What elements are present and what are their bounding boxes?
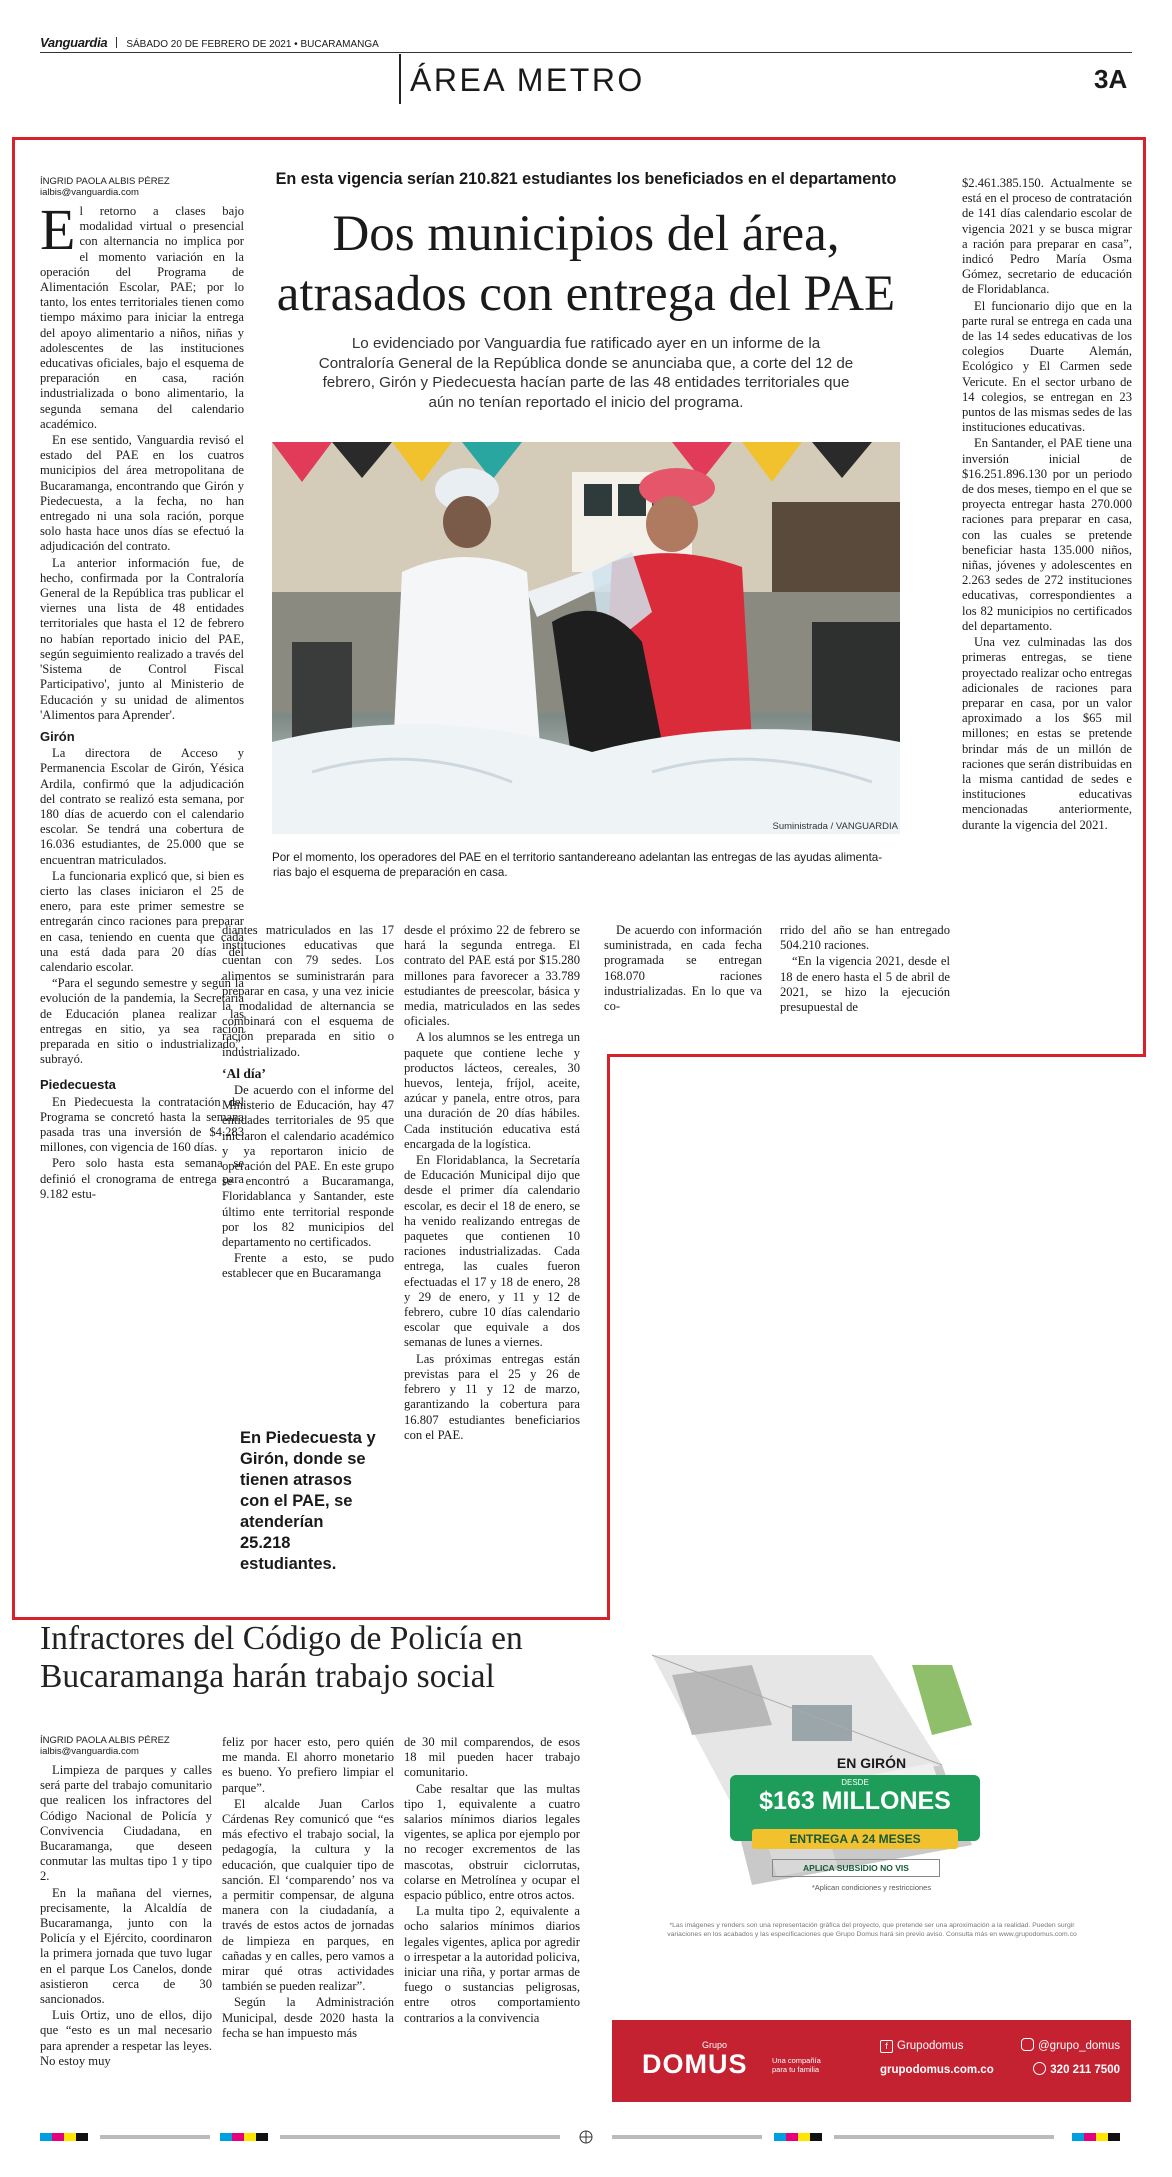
paragraph: La anterior información fue, de hecho, confirmada por la Contraloría General de la República tras publicar el viernes una lista de 48 entidades territoriales que hasta el 12 de febrero no habían reportado inicio del PAE, según seguimiento realizado a través del 'Sistema de Control Fiscal Participativo', junto al Ministerio de Educación y su unidad de alimentos 'Alimentos para Aprender'. xyxy=(40,555,244,722)
paragraph: feliz por hacer esto, pero quién me manda. El ahorro monetario es bueno. Yo prefiero limpiar el parque”. xyxy=(222,1735,394,1795)
paragraph: En la mañana del viernes, precisamente, la Alcaldía de Bucaramanga, junto con la Policía y el Ejército, coordinaron la primera jornada que tuvo lugar en el parque Los Canelos, donde asistieron cerca de 30 sancionados. xyxy=(40,1885,212,2007)
advertisement xyxy=(612,1645,1131,2104)
lead-line: Contraloría General de la República donde se anunciaba que, a corte del 12 de xyxy=(318,354,854,372)
article-column-6 xyxy=(962,176,1132,834)
paragraph: “Para el segundo semestre y según la evolución de la pandemia, la Secretaría de Educación planea realizar las entregas en sitio, ya sea ración preparada en sitio o industrializado”, subrayó. xyxy=(40,976,244,1067)
whatsapp-icon xyxy=(1033,2062,1046,2075)
ad-subsidy-box: APLICA SUBSIDIO NO VIS xyxy=(772,1859,940,1877)
second-headline xyxy=(40,1620,620,1696)
phone-number: 320 211 7500 xyxy=(1033,2058,1120,2082)
lead-line: Lo evidenciado por Vanguardia fue ratificado ayer en un informe de la xyxy=(351,335,821,352)
newspaper-logo: Vanguardia xyxy=(40,35,108,50)
headline-line: Bucaramanga harán trabajo social xyxy=(40,1658,495,1695)
second-column-2 xyxy=(222,1735,394,2042)
header-separator xyxy=(116,37,117,48)
article-column-4 xyxy=(604,923,762,1015)
byline: ÍNGRID PAOLA ALBIS PÉREZ xyxy=(40,176,170,187)
paragraph: En Piedecuesta la contratación del Programa se concretó hasta la semana pasada tras una inversión de $4.283 millones, con vigencia de 160 días. xyxy=(40,1094,244,1155)
brand-small: Grupo xyxy=(702,2040,728,2050)
drop-cap: E xyxy=(40,197,76,262)
ad-delivery-plan: ENTREGA A 24 MESES xyxy=(752,1829,958,1849)
instagram-link[interactable]: @grupo_domus xyxy=(1021,2034,1120,2058)
brand-name: DOMUS xyxy=(642,2049,748,2079)
paragraph: El alcalde Juan Carlos Cárdenas Rey comunicó que “es más efectivo el trabajo social, la pedagogía, la cultura y la educación, que cualquier tipo de sanción. El ‘comparendo’ nos va a permitir compensar, de alguna manera con la ciudadanía, a través de estos actos de jornadas de limpieza en parques, en cañadas y en calles, pero vamos a mirar qué otras actividades también se pueden realizar”. xyxy=(222,1796,394,1994)
paragraph: En Santander, el PAE tiene una inversión inicial de $16.251.896.130 por un periodo de dos meses, tiempo en el que se proyecta entregar hasta 270.000 raciones para preparar en casa, con las cuales se pretende beneficiar hasta 135.000 niños, niñas, jóvenes y adolescentes en 2.263 sedes de 272 instituciones educativas, correspondientes a los 82 municipios no certificados del departamento. xyxy=(962,436,1132,633)
paragraph: de 30 mil comparendos, de esos 18 mil pueden hacer trabajo comunitario. xyxy=(404,1735,580,1780)
paragraph: A los alumnos se les entrega un paquete que contiene leche y productos lácteos, cereales, 30 huevos, lenteja, fríjol, aceite, azúcar y panela, entre otros, para una duración de 20 días hábiles. Cada institución educativa está encargada de la logística. xyxy=(404,1030,580,1151)
second-column-1 xyxy=(40,1735,212,2070)
paragraph: “En la vigencia 2021, desde el 18 de enero hasta el 5 de abril de 2021, se hizo la ejecución presupuestal de xyxy=(780,954,950,1015)
paragraph: El retorno a clases bajo modalidad virtual o presencial con alternancia no implica por el momento variación en la operación del Programa de Alimentación Escolar, PAE; por lo tanto, los entes territoriales tienen como tiempo máximo para iniciar la entrega del apoyo alimentario a niños, niñas y adolescentes de las instituciones educativas oficiales, bajo el esquema de preparación en casa, ración industrializada o bono alimentario, la segunda semana del calendario académico. xyxy=(40,197,244,431)
ad-tagline: Una compañía para tu familia xyxy=(772,2056,821,2074)
photo-credit: Suministrada / VANGUARDIA xyxy=(772,821,898,832)
paragraph: La directora de Acceso y Permanencia Escolar de Girón, Yésica Ardila, confirmó que la adjudicación del contrato se realizó esta semana, por 180 días de acuerdo con el calendario escolar. Se tendrá una cobertura de 16.036 estudiantes, de 25.000 que se encuentran matriculados. xyxy=(40,746,244,867)
paragraph: Limpieza de parques y calles será parte del trabajo comunitario que realicen los infractores del Código Nacional de Policía y Convivencia Ciudadana, en Bucaramanga, que deseen conmutar las multas tipo 1 y tipo 2. xyxy=(40,1763,212,1884)
headline-line: Dos municipios del área, xyxy=(332,206,840,262)
lead-line: aún no tenían reportado el inicio del programa. xyxy=(428,393,744,411)
paragraph: diantes matriculados en las 17 instituciones educativas que cuentan con 79 sedes. Los alimentos se suministrarán para preparar en casa, y una vez inicie la modalidad de alternancia se combinará con el esquema de ración preparada en sitio o industrializado. xyxy=(222,923,394,1059)
ad-disclaimer: *Las imágenes y renders son una representación gráfica del proyecto, que pretende ser una aproximación a la realidad. Pueden surgir variaciones en los acabados y las especificaciones que Grupo Domus hará sin previo aviso. Consulta más en www.grupodomus.com.co xyxy=(667,1922,1077,1938)
paragraph: Pero solo hasta esta semana se definió el cronograma de entrega para 9.182 estu- xyxy=(40,1156,244,1201)
ad-desde: DESDE xyxy=(841,1778,869,1787)
headline-line: atrasados con entrega del PAE xyxy=(276,266,896,322)
ad-footer xyxy=(612,2020,1131,2102)
article-lead xyxy=(262,334,910,412)
paragraph: Frente a esto, se pudo establecer que en Bucaramanga xyxy=(222,1251,394,1281)
dateline: SÁBADO 20 DE FEBRERO DE 2021 • BUCARAMANGA xyxy=(126,39,379,50)
byline: ÍNGRID PAOLA ALBIS PÉREZ xyxy=(40,1735,170,1746)
facebook-link[interactable]: f Grupodomus xyxy=(880,2034,963,2058)
instagram-icon xyxy=(1021,2038,1034,2051)
paragraph: En Floridablanca, la Secretaría de Educación Municipal dijo que desde el primer día calendario escolar, es decir el 18 de enero, se ha venido realizando entregas de paquetes que contienen 10 raciones industrializadas. Cada entrega, las cuales fueron efectuadas el 17 y 18 de enero, 28 y 29 de enero, y 11 y 12 de febrero, cubre 10 días calendario escolar que equivale a dos semanas de lunes a viernes. xyxy=(404,1153,580,1350)
pull-quote: En Piedecuesta y Girón, donde se tienen atrasos con el PAE, se atenderían 25.218 estudiantes. xyxy=(240,1429,376,1573)
ad-price: $163 MILLONES xyxy=(759,1787,951,1815)
masthead xyxy=(40,34,1132,52)
paragraph: Luis Ortiz, uno de ellos, dijo que “esto es un mal necesario para aprender a respetar las leyes. No estoy muy xyxy=(40,2008,212,2068)
subhead-piedecuesta: Piedecuesta xyxy=(40,1077,116,1093)
page-number: 3A xyxy=(1094,64,1128,94)
paragraph: Según la Administración Municipal, desde 2020 hasta la fecha se han impuesto más xyxy=(222,1995,394,2040)
paragraph: El funcionario dijo que en la parte rural se entrega en cada una de las 14 sedes educativas de los colegios Duarte Alemán, Ecológico y El Carmen sede Vericute. En el sector urbano de 14 colegios, se entregan en 23 puntos de las mismas sedes de las instituciones educativas. xyxy=(962,298,1132,435)
paragraph: Una vez culminadas las dos primeras entregas, se tiene proyectado realizar ocho entregas adicionales de raciones para preparar en casa, por un valor aproximado a los $65 mil millones; en estas se pretende brindar más de un millón de raciones que serán distribuidas en la misma cantidad de sedes e instituciones educativas mencionadas anteriormente, durante la vigencia del 2021. xyxy=(962,635,1132,832)
domus-logo xyxy=(642,2040,748,2078)
paragraph: De acuerdo con el informe del Ministerio de Educación, hay 47 entidades territoriales de 95 que iniciaron el calendario académico y ya reportaron inicio de operación del PAE. En este grupo se encontró a Bucaramanga, Floridablanca y Santander, este último ente territorial responde por los 82 municipios del departamento no certificados. xyxy=(222,1083,394,1250)
paragraph: rrido del año se han entregado 504.210 raciones. xyxy=(780,923,950,953)
article-column-1 xyxy=(40,176,244,1203)
second-column-3 xyxy=(404,1735,580,2027)
ad-location: EN GIRÓN xyxy=(836,1755,907,1771)
paragraph: La multa tipo 2, equivalente a ocho salarios mínimos diarios legales vigentes, aplica por agredir o irrespetar a la autoridad policiva, iniciar una riña, y portar armas de fuego o sustancias peligrosas, entre otros comportamiento contrarios a la convivencia xyxy=(404,1904,580,2025)
ad-conditions: *Aplican condiciones y restricciones xyxy=(811,1883,932,1892)
section-divider xyxy=(399,54,401,104)
article-kicker: En esta vigencia serían 210.821 estudiantes los beneficiados en el departamento xyxy=(275,170,897,188)
subhead-giron: Girón xyxy=(40,728,75,744)
paragraph: $2.461.385.150. Actualmente se está en el proceso de contratación de 141 días calendario escolar de vigencia 2021 y se busca migrar a ración para preparar en casa”, indicó Pedro María Osma Gómez, secretario de educación de Floridablanca. xyxy=(962,176,1132,297)
ad-contacts xyxy=(880,2034,1120,2082)
paragraph: Cabe resaltar que las multas tipo 1, equivalente a cuatro salarios mínimos diarios legales vigentes, se aplica por ejemplo por no recoger excrementos de las mascotas, obstruir ciclorrutas, colarse en Metrolínea y ocupar el espacio público, entre otros actos. xyxy=(404,1781,580,1903)
article-column-5 xyxy=(780,923,950,1016)
photo-caption xyxy=(272,850,900,880)
article-photo xyxy=(272,442,900,834)
paragraph: En ese sentido, Vanguardia revisó el estado del PAE en los cuatros municipios del área metropolitana de Bucaramanga, encontrando que Girón y Piedecuesta, a la fecha, no han entregado ni una sola ración, porque solo hasta hace unos días se efectuó la adjudicación del contrato. xyxy=(40,433,244,554)
article-frame-step xyxy=(607,1054,1146,1057)
caption-line: rias bajo el esquema de preparación en casa. xyxy=(273,866,508,879)
author-email: ialbis@vanguardia.com xyxy=(40,187,139,198)
article-column-3 xyxy=(404,923,580,1444)
registration-marks xyxy=(40,2130,1132,2144)
photo-illustration xyxy=(272,442,900,834)
article-column-2 xyxy=(222,923,394,1283)
caption-line: Por el momento, los operadores del PAE en el territorio santandereano adelantan las entregas de las ayudas alimenta- xyxy=(272,851,883,864)
paragraph: desde el próximo 22 de febrero se hará la segunda entrega. El contrato del PAE está por $15.280 millones para favorecer a 33.789 estudiantes de preescolar, básica y media, matriculados en las sedes oficiales. xyxy=(404,923,580,1029)
lead-line: febrero, Girón y Piedecuesta hacían parte de las 48 entidades territoriales que xyxy=(322,374,850,391)
author-email: ialbis@vanguardia.com xyxy=(40,1746,139,1757)
website-link[interactable]: grupodomus.com.co xyxy=(880,2064,994,2076)
header-rule xyxy=(40,52,1132,53)
paragraph: La funcionaria explicó que, si bien es cierto las clases iniciaron el 25 de enero, para este primer semestre se entregarán cinco raciones para preparar en casa, teniendo en cuenta que cada una está dada para 20 días del calendario escolar. xyxy=(40,868,244,974)
article-headline xyxy=(244,204,928,324)
paragraph: De acuerdo con información suministrada, en cada fecha programada se entregan 168.070 raciones industrializadas. En lo que va co- xyxy=(604,923,762,1014)
headline-line: Infractores del Código de Policía en xyxy=(40,1620,523,1657)
paragraph: Las próximas entregas están previstas para el 25 y 26 de febrero y 11 y 12 de marzo, garantizando la cobertura para 16.807 estudiantes beneficiarios con el PAE. xyxy=(404,1351,580,1442)
print-color-bar xyxy=(40,2130,1132,2144)
subhead-al-dia: ‘Al día’ xyxy=(222,1065,266,1081)
facebook-icon: f xyxy=(880,2040,893,2053)
section-title: ÁREA METRO xyxy=(410,62,645,98)
